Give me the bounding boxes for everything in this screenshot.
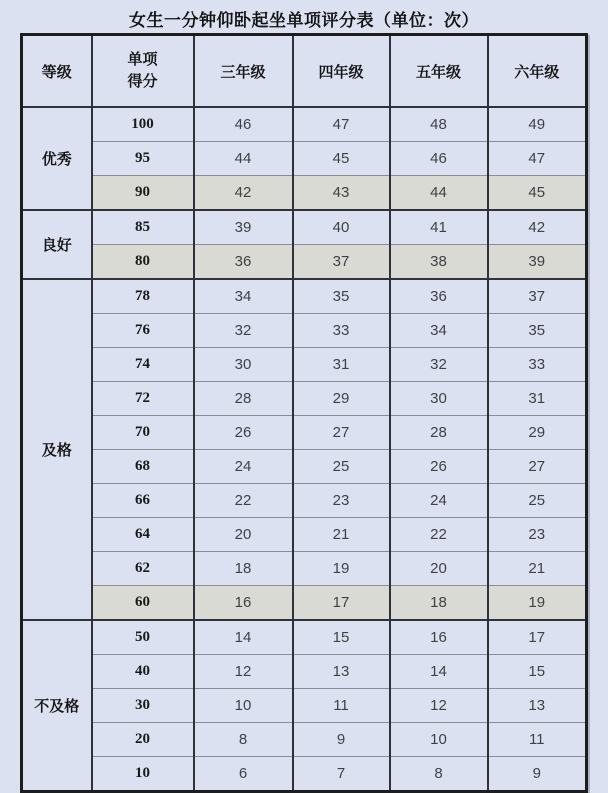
- value-cell: 16: [194, 586, 293, 621]
- value-cell: 49: [488, 107, 587, 142]
- header-grade-5: 五年级: [390, 35, 488, 108]
- value-cell: 12: [194, 655, 293, 689]
- value-cell: 42: [194, 176, 293, 211]
- score-cell: 85: [92, 210, 194, 245]
- score-cell: 62: [92, 552, 194, 586]
- value-cell: 27: [293, 416, 390, 450]
- value-cell: 24: [194, 450, 293, 484]
- value-cell: 48: [390, 107, 488, 142]
- value-cell: 27: [488, 450, 587, 484]
- score-cell: 10: [92, 757, 194, 792]
- table-row: [22, 382, 587, 416]
- value-cell: 31: [488, 382, 587, 416]
- table-row: [22, 314, 587, 348]
- value-cell: 31: [293, 348, 390, 382]
- score-cell: 72: [92, 382, 194, 416]
- table-row: [22, 416, 587, 450]
- value-cell: 46: [390, 142, 488, 176]
- table-row: [22, 210, 587, 245]
- grade-level-cell: 不及格: [22, 620, 92, 792]
- value-cell: 20: [194, 518, 293, 552]
- value-cell: 45: [488, 176, 587, 211]
- value-cell: 9: [488, 757, 587, 792]
- score-cell: 78: [92, 279, 194, 314]
- table-row: [22, 723, 587, 757]
- value-cell: 34: [390, 314, 488, 348]
- value-cell: 26: [390, 450, 488, 484]
- value-cell: 37: [293, 245, 390, 280]
- value-cell: 40: [293, 210, 390, 245]
- value-cell: 19: [488, 586, 587, 621]
- value-cell: 39: [194, 210, 293, 245]
- value-cell: 19: [293, 552, 390, 586]
- value-cell: 41: [390, 210, 488, 245]
- value-cell: 28: [390, 416, 488, 450]
- header-grade-level: 等级: [22, 35, 92, 108]
- score-cell: 60: [92, 586, 194, 621]
- score-cell: 80: [92, 245, 194, 280]
- value-cell: 35: [488, 314, 587, 348]
- score-table: [20, 33, 588, 793]
- value-cell: 22: [194, 484, 293, 518]
- value-cell: 39: [488, 245, 587, 280]
- score-cell: 90: [92, 176, 194, 211]
- value-cell: 25: [488, 484, 587, 518]
- table-row: [22, 176, 587, 211]
- value-cell: 10: [390, 723, 488, 757]
- score-cell: 50: [92, 620, 194, 655]
- value-cell: 32: [390, 348, 488, 382]
- value-cell: 18: [194, 552, 293, 586]
- table-body: [22, 107, 587, 792]
- value-cell: 46: [194, 107, 293, 142]
- value-cell: 17: [293, 586, 390, 621]
- value-cell: 20: [390, 552, 488, 586]
- value-cell: 8: [390, 757, 488, 792]
- value-cell: 45: [293, 142, 390, 176]
- page-title: 女生一分钟仰卧起坐单项评分表（单位：次）: [129, 11, 479, 30]
- value-cell: 37: [488, 279, 587, 314]
- value-cell: 36: [390, 279, 488, 314]
- table-row: [22, 689, 587, 723]
- header-row: [22, 35, 587, 108]
- value-cell: 32: [194, 314, 293, 348]
- value-cell: 8: [194, 723, 293, 757]
- header-score-line2: 得分: [127, 73, 158, 90]
- value-cell: 25: [293, 450, 390, 484]
- table-row: [22, 757, 587, 792]
- value-cell: 21: [488, 552, 587, 586]
- header-score: [92, 35, 194, 108]
- value-cell: 14: [390, 655, 488, 689]
- table-row: [22, 586, 587, 621]
- score-cell: 76: [92, 314, 194, 348]
- table-row: [22, 245, 587, 280]
- value-cell: 10: [194, 689, 293, 723]
- value-cell: 29: [488, 416, 587, 450]
- score-cell: 20: [92, 723, 194, 757]
- value-cell: 44: [194, 142, 293, 176]
- grade-level-cell: 优秀: [22, 107, 92, 210]
- value-cell: 12: [390, 689, 488, 723]
- value-cell: 44: [390, 176, 488, 211]
- score-cell: 68: [92, 450, 194, 484]
- value-cell: 13: [488, 689, 587, 723]
- value-cell: 47: [293, 107, 390, 142]
- value-cell: 42: [488, 210, 587, 245]
- value-cell: 29: [293, 382, 390, 416]
- table-row: [22, 655, 587, 689]
- value-cell: 14: [194, 620, 293, 655]
- table-row: [22, 142, 587, 176]
- value-cell: 15: [293, 620, 390, 655]
- value-cell: 24: [390, 484, 488, 518]
- value-cell: 22: [390, 518, 488, 552]
- score-cell: 74: [92, 348, 194, 382]
- score-cell: 64: [92, 518, 194, 552]
- score-cell: 40: [92, 655, 194, 689]
- table-row: [22, 620, 587, 655]
- value-cell: 16: [390, 620, 488, 655]
- header-grade-3: 三年级: [194, 35, 293, 108]
- value-cell: 26: [194, 416, 293, 450]
- value-cell: 23: [488, 518, 587, 552]
- value-cell: 11: [488, 723, 587, 757]
- score-cell: 100: [92, 107, 194, 142]
- value-cell: 47: [488, 142, 587, 176]
- value-cell: 34: [194, 279, 293, 314]
- value-cell: 33: [488, 348, 587, 382]
- grade-level-cell: 及格: [22, 279, 92, 620]
- header-grade-4: 四年级: [293, 35, 390, 108]
- value-cell: 35: [293, 279, 390, 314]
- score-cell: 70: [92, 416, 194, 450]
- value-cell: 9: [293, 723, 390, 757]
- table-row: [22, 450, 587, 484]
- table-row: [22, 279, 587, 314]
- header-score-line1: 单项: [127, 51, 158, 68]
- value-cell: 36: [194, 245, 293, 280]
- value-cell: 11: [293, 689, 390, 723]
- value-cell: 38: [390, 245, 488, 280]
- value-cell: 30: [390, 382, 488, 416]
- header-grade-6: 六年级: [488, 35, 587, 108]
- value-cell: 21: [293, 518, 390, 552]
- value-cell: 33: [293, 314, 390, 348]
- table-row: [22, 107, 587, 142]
- value-cell: 15: [488, 655, 587, 689]
- score-cell: 30: [92, 689, 194, 723]
- table-row: [22, 518, 587, 552]
- table-row: [22, 484, 587, 518]
- grade-level-cell: 良好: [22, 210, 92, 279]
- table-row: [22, 348, 587, 382]
- value-cell: 6: [194, 757, 293, 792]
- table-row: [22, 552, 587, 586]
- score-cell: 66: [92, 484, 194, 518]
- value-cell: 30: [194, 348, 293, 382]
- value-cell: 13: [293, 655, 390, 689]
- value-cell: 7: [293, 757, 390, 792]
- value-cell: 23: [293, 484, 390, 518]
- value-cell: 18: [390, 586, 488, 621]
- value-cell: 43: [293, 176, 390, 211]
- score-cell: 95: [92, 142, 194, 176]
- value-cell: 28: [194, 382, 293, 416]
- value-cell: 17: [488, 620, 587, 655]
